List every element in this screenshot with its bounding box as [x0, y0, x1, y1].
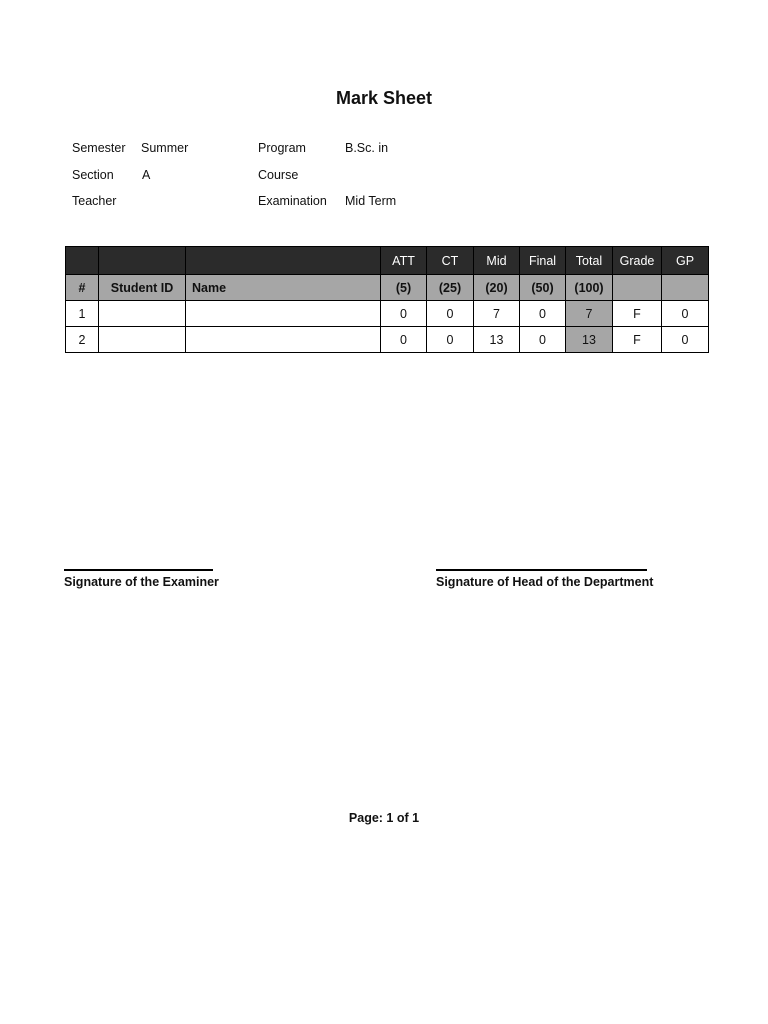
header-ct-max: (25)	[427, 275, 474, 301]
header-total: Total	[566, 247, 613, 275]
grade-cell: F	[613, 301, 662, 327]
student-id-cell	[99, 301, 186, 327]
header-mid: Mid	[474, 247, 520, 275]
page-title: Mark Sheet	[335, 88, 433, 108]
student-id-cell	[99, 327, 186, 353]
head-signature-label: Signature of Head of the Department	[436, 575, 654, 589]
header-number: #	[66, 275, 99, 301]
header-att: ATT	[381, 247, 427, 275]
header-cell	[613, 275, 662, 301]
att-cell: 0	[381, 301, 427, 327]
teacher-label: Teacher	[72, 194, 117, 208]
program-value: B.Sc. in	[345, 141, 389, 155]
gp-cell: 0	[662, 301, 709, 327]
semester-label: Semester	[72, 141, 126, 155]
gp-cell: 0	[662, 327, 709, 353]
header-name: Name	[186, 275, 381, 301]
final-cell: 0	[520, 327, 566, 353]
header-final-max: (50)	[520, 275, 566, 301]
name-cell	[186, 301, 381, 327]
examination-label: Examination	[258, 194, 327, 208]
section-label: Section	[72, 168, 114, 182]
row-number: 1	[66, 301, 99, 327]
examiner-signature-line	[64, 569, 213, 571]
semester-value: Summer	[141, 141, 189, 155]
header-att-max: (5)	[381, 275, 427, 301]
header-mid-max: (20)	[474, 275, 520, 301]
header-cell	[662, 275, 709, 301]
row-number: 2	[66, 327, 99, 353]
header-gp: GP	[662, 247, 709, 275]
att-cell: 0	[381, 327, 427, 353]
program-label: Program	[258, 141, 306, 155]
ct-cell: 0	[427, 301, 474, 327]
table-row	[66, 327, 709, 353]
marks-table	[65, 246, 709, 353]
final-cell: 0	[520, 301, 566, 327]
table-header-row-1	[66, 247, 709, 275]
header-cell	[186, 247, 381, 275]
header-grade: Grade	[613, 247, 662, 275]
header-total-max: (100)	[566, 275, 613, 301]
grade-cell: F	[613, 327, 662, 353]
total-cell: 7	[566, 301, 613, 327]
course-label: Course	[258, 168, 299, 182]
total-cell: 13	[566, 327, 613, 353]
table-row	[66, 301, 709, 327]
header-student-id: Student ID	[99, 275, 186, 301]
section-value: A	[142, 168, 151, 182]
examination-value: Mid Term	[345, 194, 397, 208]
page-number: Page: 1 of 1	[348, 811, 420, 825]
header-final: Final	[520, 247, 566, 275]
header-cell	[99, 247, 186, 275]
ct-cell: 0	[427, 327, 474, 353]
mid-cell: 13	[474, 327, 520, 353]
examiner-signature-label: Signature of the Examiner	[64, 575, 219, 589]
head-signature-line	[436, 569, 647, 571]
header-cell	[66, 247, 99, 275]
mid-cell: 7	[474, 301, 520, 327]
name-cell	[186, 327, 381, 353]
table-header-row-2	[66, 275, 709, 301]
header-ct: CT	[427, 247, 474, 275]
